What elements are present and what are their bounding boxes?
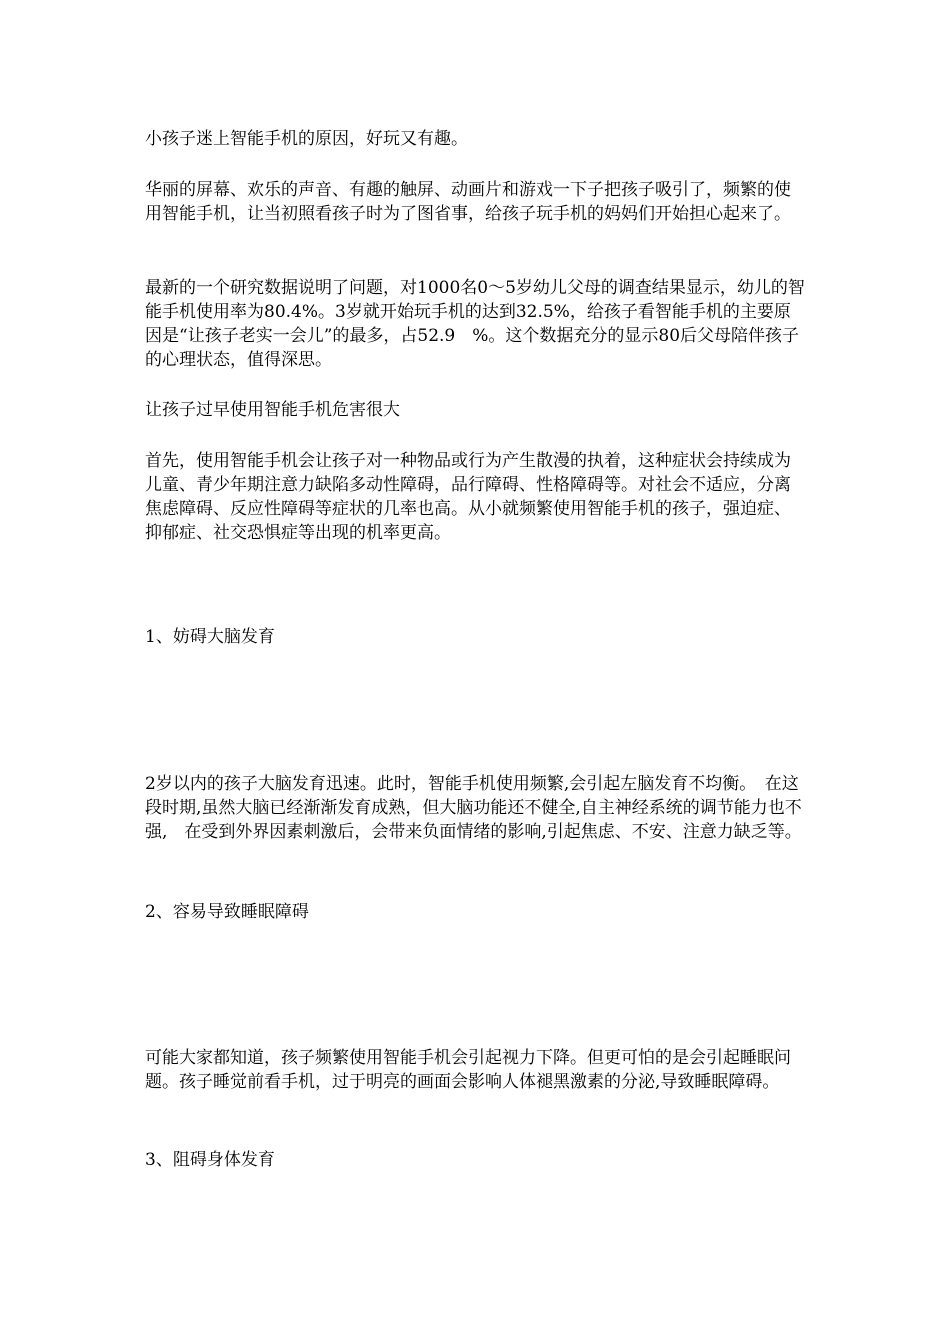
section-heading-harm: 让孩子过早使用智能手机危害很大 <box>145 400 400 420</box>
paragraph-brain-development: 2岁以内的孩子大脑发育迅速。此时，智能手机使用频繁,会引起左脑发育不均衡。 在这段时期,虽然大脑已经渐渐发育成熟，但大脑功能还不健全,自主神经系统的调节能力也不强, 在受到外界因素刺激后，会带来负面情绪的影响,引起焦虑、不安、注意力缺乏等。 <box>145 774 802 842</box>
paragraph-harm-first: 首先，使用智能手机会让孩子对一种物品或行为产生散漫的执着，这种症状会持续成为儿童、青少年期注意力缺陷多动性障碍，品行障碍、性格障碍等。对社会不适应，分离焦虑障碍、反应性障碍等症状的几率也高。从小就频繁使用智能手机的孩子，强迫症、抑郁症、社交恐惧症等出现的机率更高。 <box>145 451 791 543</box>
paragraph-research-data: 最新的一个研究数据说明了问题，对1000名0～5岁幼儿父母的调查结果显示，幼儿的智能手机使用率为80.4%。3岁就开始玩手机的达到32.5%，给孩子看智能手机的主要原因是“让孩子老实一会儿”的最多，占52.9 %。这个数据充分的显示80后父母陪伴孩子的心理状态，值得深思。 <box>145 278 805 370</box>
paragraph-sleep-disorder: 可能大家都知道，孩子频繁使用智能手机会引起视力下降。但更可怕的是会引起睡眠问题。孩子睡觉前看手机，过于明亮的画面会影响人体褪黑激素的分泌,导致睡眠障碍。 <box>145 1048 791 1092</box>
heading-sleep-disorder: 2、容易导致睡眠障碍 <box>145 902 309 922</box>
paragraph-intro: 华丽的屏幕、欢乐的声音、有趣的触屏、动画片和游戏一下子把孩子吸引了，频繁的使用智能手机，让当初照看孩子时为了图省事，给孩子玩手机的妈妈们开始担心起来了。 <box>145 180 791 224</box>
heading-brain-development: 1、妨碍大脑发育 <box>145 627 275 647</box>
paragraph-intro-title: 小孩子迷上智能手机的原因，好玩又有趣。 <box>145 129 468 149</box>
heading-body-development: 3、阻碍身体发育 <box>145 1150 275 1170</box>
